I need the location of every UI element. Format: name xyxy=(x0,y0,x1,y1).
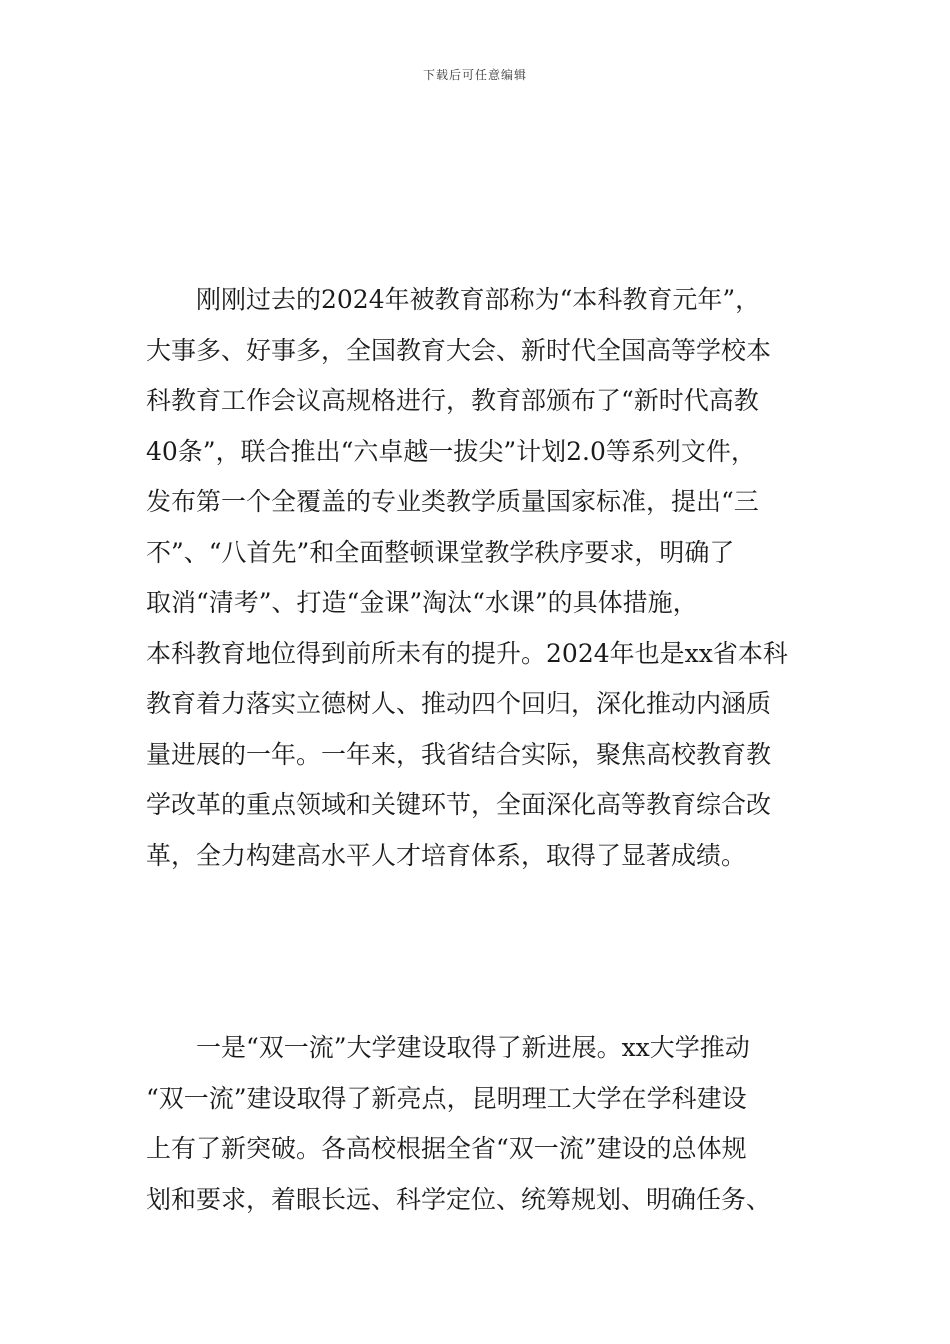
paragraph-line: 不”、“八首先”和全面整顿课堂教学秩序要求，明确了 xyxy=(146,537,735,567)
paragraph-double-first-class xyxy=(146,1023,818,1225)
paragraph-line: 一是“双一流”大学建设取得了新进展。xx大学推动 xyxy=(196,1033,750,1062)
paragraph-intro xyxy=(146,275,818,881)
paragraph-line: 学改革的重点领域和关键环节，全面深化高等教育综合改 xyxy=(146,790,772,819)
paragraph-line: 本科教育地位得到前所未有的提升。2024年也是xx省本科 xyxy=(146,638,788,668)
paragraph-line: 量进展的一年。一年来，我省结合实际，聚焦高校教育教 xyxy=(146,739,772,769)
paragraph-line: 上有了新突破。各高校根据全省“双一流”建设的总体规 xyxy=(146,1134,747,1163)
paragraph-line: 科教育工作会议高规格进行，教育部颁布了“新时代高教 xyxy=(146,386,759,415)
paragraph-line: 刚刚过去的2024年被教育部称为“本科教育元年”， xyxy=(196,285,761,314)
paragraph-line: 发布第一个全覆盖的专业类教学质量国家标准，提出“三 xyxy=(146,487,759,516)
page-header: 下载后可任意编辑 xyxy=(422,68,527,82)
paragraph-line: 革，全力构建高水平人才培育体系，取得了显著成绩。 xyxy=(146,840,747,870)
paragraph-line: 40条”，联合推出“六卓越一拔尖”计划2.0等系列文件， xyxy=(146,436,756,466)
paragraph-line: 划和要求，着眼长远、科学定位、统筹规划、明确任务、 xyxy=(146,1184,772,1214)
paragraph-line: 取消“清考”、打造“金课”淘汰“水课”的具体措施， xyxy=(146,588,698,617)
paragraph-line: 大事多、好事多，全国教育大会、新时代全国高等学校本 xyxy=(146,335,772,365)
paragraph-line: “双一流”建设取得了新亮点，昆明理工大学在学科建设 xyxy=(146,1083,747,1113)
paragraph-line: 教育着力落实立德树人、推动四个回归，深化推动内涵质 xyxy=(146,689,772,718)
